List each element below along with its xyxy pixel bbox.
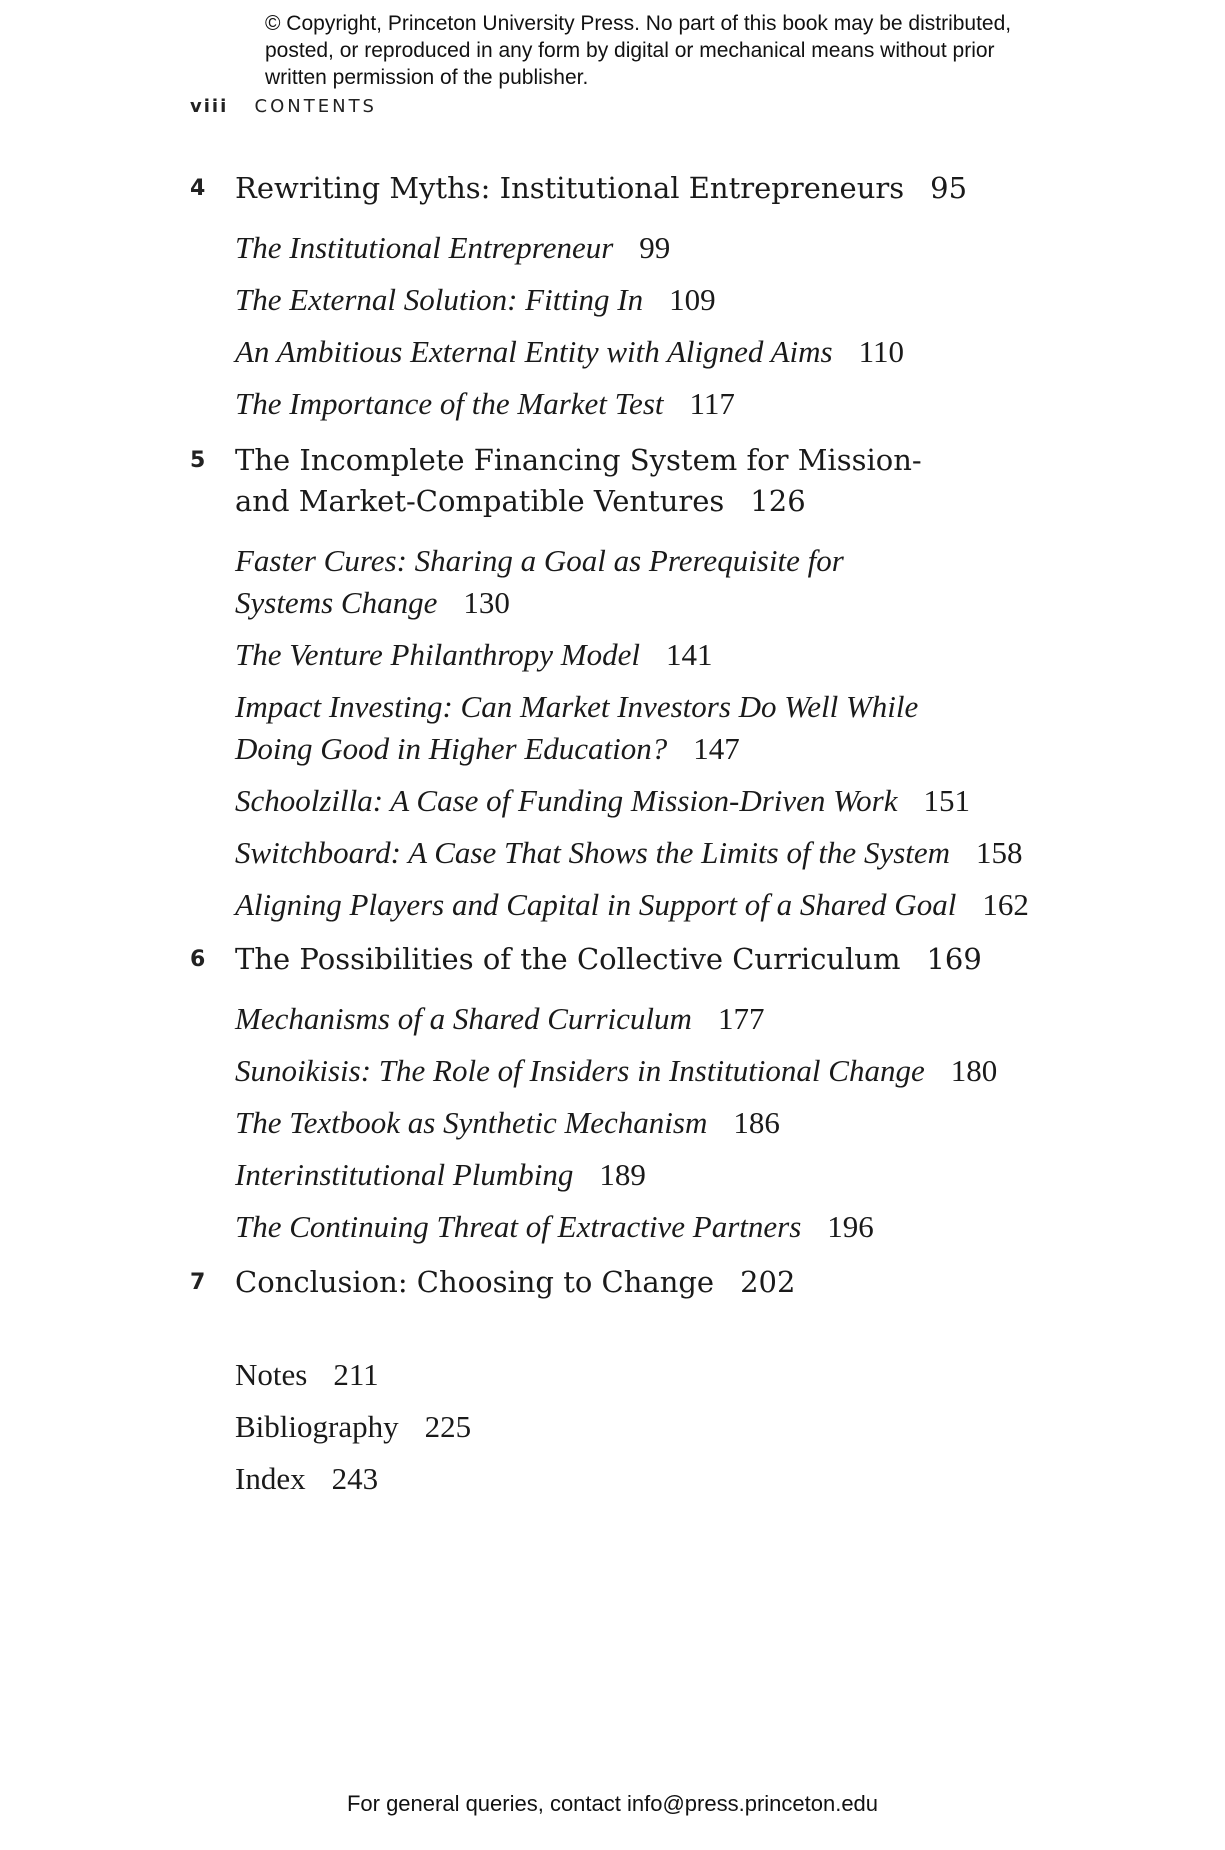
chapter-title (235, 1262, 1055, 1303)
section-page: 147 (693, 731, 740, 766)
section-page: 109 (669, 282, 716, 317)
section-page: 110 (858, 334, 904, 369)
toc-section (235, 998, 1035, 1040)
footer-contact: For general queries, contact info@press.princeton.edu (346, 1791, 879, 1816)
toc-section (235, 1154, 1035, 1196)
toc-section (235, 383, 1035, 425)
chapter-page: 126 (750, 484, 806, 518)
section-title: The Institutional Entrepreneur (235, 230, 614, 265)
back-matter-title: Notes (235, 1357, 308, 1392)
toc-section (235, 634, 1035, 676)
toc-section (235, 832, 1085, 874)
back-matter-title: Bibliography (235, 1409, 399, 1444)
chapter-title-text: Conclusion: Choosing to Change (235, 1265, 715, 1299)
section-page: 158 (976, 835, 1023, 870)
chapter-title-text: The Incomplete Financing System for Mission- and Market-Compatible Ventures (235, 443, 922, 518)
section-title: The Continuing Threat of Extractive Partners (235, 1209, 802, 1244)
section-title: Impact Investing: Can Market Investors Do Well While Doing Good in Higher Education? (235, 689, 919, 766)
section-title: Interinstitutional Plumbing (235, 1157, 574, 1192)
chapter-title-text: Rewriting Myths: Institutional Entrepreneurs (235, 171, 905, 205)
toc-back-matter-bibliography (235, 1406, 471, 1448)
toc-section (235, 1050, 1085, 1092)
chapter-page: 202 (740, 1265, 796, 1299)
back-matter-page: 211 (333, 1357, 379, 1392)
section-title: Schoolzilla: A Case of Funding Mission-Driven Work (235, 783, 898, 818)
toc-section (235, 686, 955, 770)
toc-back-matter-notes (235, 1354, 379, 1396)
toc-section (235, 780, 1035, 822)
toc-section (235, 884, 1085, 926)
running-head (190, 96, 377, 117)
section-title: Mechanisms of a Shared Curriculum (235, 1001, 692, 1036)
running-head-label: CONTENTS (254, 96, 377, 117)
chapter-number: 7 (190, 1270, 206, 1295)
toc-section (235, 1102, 1035, 1144)
copyright-notice: © Copyright, Princeton University Press. No part of this book may be distributed, posted, or reproduced in any form by digital or mechanical means without prior written permission of the publisher. (265, 12, 1012, 89)
section-page: 99 (639, 230, 671, 265)
chapter-number: 5 (190, 448, 206, 473)
chapter-number: 6 (190, 947, 206, 972)
page-folio: viii (190, 96, 229, 117)
section-title: Faster Cures: Sharing a Goal as Prerequisite for Systems Change (235, 543, 844, 620)
back-matter-title: Index (235, 1461, 306, 1496)
chapter-page: 95 (930, 171, 968, 205)
chapter-title (235, 168, 1055, 209)
section-title: The External Solution: Fitting In (235, 282, 644, 317)
section-page: 117 (689, 386, 735, 421)
section-page: 177 (717, 1001, 765, 1036)
section-title: The Venture Philanthropy Model (235, 637, 640, 672)
section-page: 186 (733, 1105, 780, 1140)
toc-section (235, 227, 1035, 269)
section-page: 151 (923, 783, 970, 818)
toc-section (235, 279, 1035, 321)
section-title: Switchboard: A Case That Shows the Limits of the System (235, 835, 951, 870)
toc-section (235, 1206, 1035, 1248)
toc-back-matter-index (235, 1458, 378, 1500)
section-title: The Importance of the Market Test (235, 386, 664, 421)
chapter-title (235, 939, 1055, 980)
toc-section (235, 540, 855, 624)
section-title: The Textbook as Synthetic Mechanism (235, 1105, 708, 1140)
chapter-title (235, 440, 955, 522)
back-matter-page: 243 (331, 1461, 379, 1496)
section-page: 162 (982, 887, 1029, 922)
chapter-title-text: The Possibilities of the Collective Curriculum (235, 942, 901, 976)
section-page: 141 (665, 637, 713, 672)
toc-section (235, 331, 1035, 373)
section-title: An Ambitious External Entity with Aligned Aims (235, 334, 833, 369)
section-title: Aligning Players and Capital in Support of a Shared Goal (235, 887, 957, 922)
section-page: 196 (827, 1209, 874, 1244)
section-title: Sunoikisis: The Role of Insiders in Institutional Change (235, 1053, 925, 1088)
chapter-number: 4 (190, 176, 206, 201)
back-matter-page: 225 (424, 1409, 472, 1444)
section-page: 180 (950, 1053, 998, 1088)
chapter-page: 169 (926, 942, 982, 976)
section-page: 189 (599, 1157, 646, 1192)
section-page: 130 (463, 585, 510, 620)
